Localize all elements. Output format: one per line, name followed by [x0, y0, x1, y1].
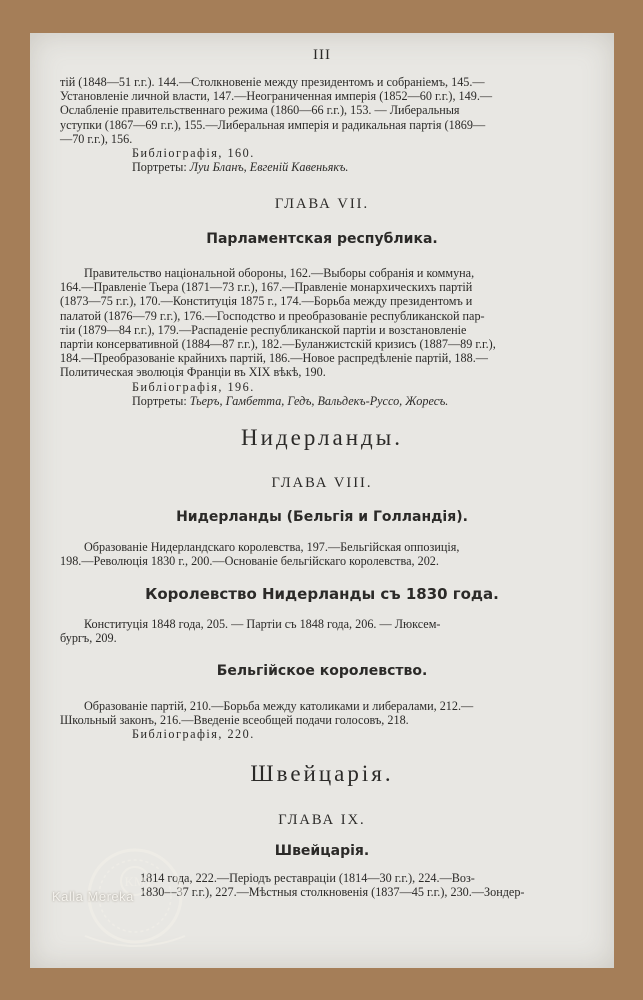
bibliography: Библіографія, 220. [132, 727, 255, 742]
text-line: Школьный законъ, 216.—Введеніе всеобщей подачи голосовъ, 218. [60, 713, 409, 728]
watermark-text: Kalla Mereka [52, 889, 134, 904]
chapter-heading: ГЛАВА IX. [278, 812, 366, 828]
text-line: Ослабленіе правительственнаго режима (1860—66 г.г.), 153. — Либеральныя [60, 103, 460, 118]
text-line: Политическая эволюція Франціи въ XIX вѣкѣ, 190. [60, 365, 326, 380]
chapter-title: Нидерланды (Бельгія и Голландія). [176, 509, 468, 525]
bibliography: Библіографія, 160. [132, 146, 255, 161]
section-title: Королевство Нидерланды съ 1830 года. [145, 585, 499, 603]
text-line: 184.—Преобразованіе крайнихъ партій, 186.—Новое распредѣленіе партій, 188.— [60, 351, 488, 366]
text-line: (1873—75 г.г.), 170.—Конституція 1875 г., 174.—Борьба между президентомъ и [60, 294, 473, 309]
section-paragraph [60, 617, 580, 645]
chapter-paragraph [60, 266, 580, 408]
text-line: палатой (1876—79 г.г.), 176.—Господство и преобразованіе республиканской пар- [60, 308, 485, 323]
country-heading: Швейцарія. [250, 761, 394, 786]
portraits-names: Тьеръ, Гамбетта, Гедъ, Вальдекъ-Руссо, Жоресъ. [189, 393, 449, 408]
text-line: тій (1848—51 г.г.). 144.—Столкновеніе между президентомъ и собраніемъ, 145.— [60, 75, 485, 89]
watermark-monogram: KM [124, 874, 146, 889]
portraits-names: Луи Бланъ, Евгеній Кавеньякъ. [189, 160, 349, 175]
page-number: III [313, 47, 331, 63]
text-line: уступки (1867—69 г.г.), 155.—Либеральная имперія и радикальная партія (1869— [60, 117, 486, 132]
portraits-label: Портреты: [132, 393, 187, 408]
portraits [60, 160, 580, 174]
chapter-heading: ГЛАВА VIII. [271, 475, 373, 491]
portraits-label: Портреты: [132, 160, 187, 175]
portraits [60, 394, 580, 408]
chapter-title: Парламентская республика. [206, 231, 438, 247]
text-line: бургъ, 209. [60, 631, 117, 646]
text-line: Конституція 1848 года, 205. — Партіи съ 1848 года, 206. — Люксем- [84, 617, 441, 631]
chapter-paragraph [60, 540, 580, 568]
bibliography: Библіографія, 196. [132, 379, 255, 394]
text-line: 198.—Революція 1830 г., 200.—Основаніе бельгійскаго королевства, 202. [60, 554, 439, 569]
text-line: Установленіе личной власти, 147.—Неограниченная имперія (1852—60 г.г.), 149.— [60, 89, 493, 104]
text-line: —70 г.г.), 156. [60, 131, 133, 146]
text-line: Образованіе партій, 210.—Борьба между католиками и либералами, 212.— [84, 699, 474, 713]
chapter-title: Швейцарія. [274, 843, 370, 859]
chapter-heading: ГЛАВА VII. [274, 196, 370, 212]
book-page [30, 33, 614, 968]
text-line: 1830—37 г.г.), 227.—Мѣстныя столкновенія (1837—45 г.г.), 230.—Зондер- [140, 885, 525, 900]
section-title: Бельгійское королевство. [216, 663, 428, 679]
text-line: Правительство національной обороны, 162.—Выборы собранія и коммуна, [84, 266, 475, 280]
text-line: Образованіе Нидерландскаго королевства, 197.—Бельгійская оппозиція, [84, 540, 460, 554]
text-line: тіи (1879—84 г.г.), 179.—Распаденіе республиканской партіи и возстановленіе [60, 322, 467, 337]
text-line: 164.—Правленіе Тьера (1871—73 г.г.), 167.—Правленіе монархическихъ партій [60, 280, 473, 295]
country-heading: Нидерланды. [241, 425, 403, 450]
text-line: партіи консервативной (1884—87 г.г.), 182.—Буланжистскій кризисъ (1887—89 г.г.), [60, 337, 496, 352]
text-line: 1814 года, 222.—Періодъ реставраціи (1814—30 г.г.), 224.—Воз- [140, 871, 475, 885]
section-paragraph [60, 699, 580, 742]
top-paragraph [60, 75, 580, 174]
